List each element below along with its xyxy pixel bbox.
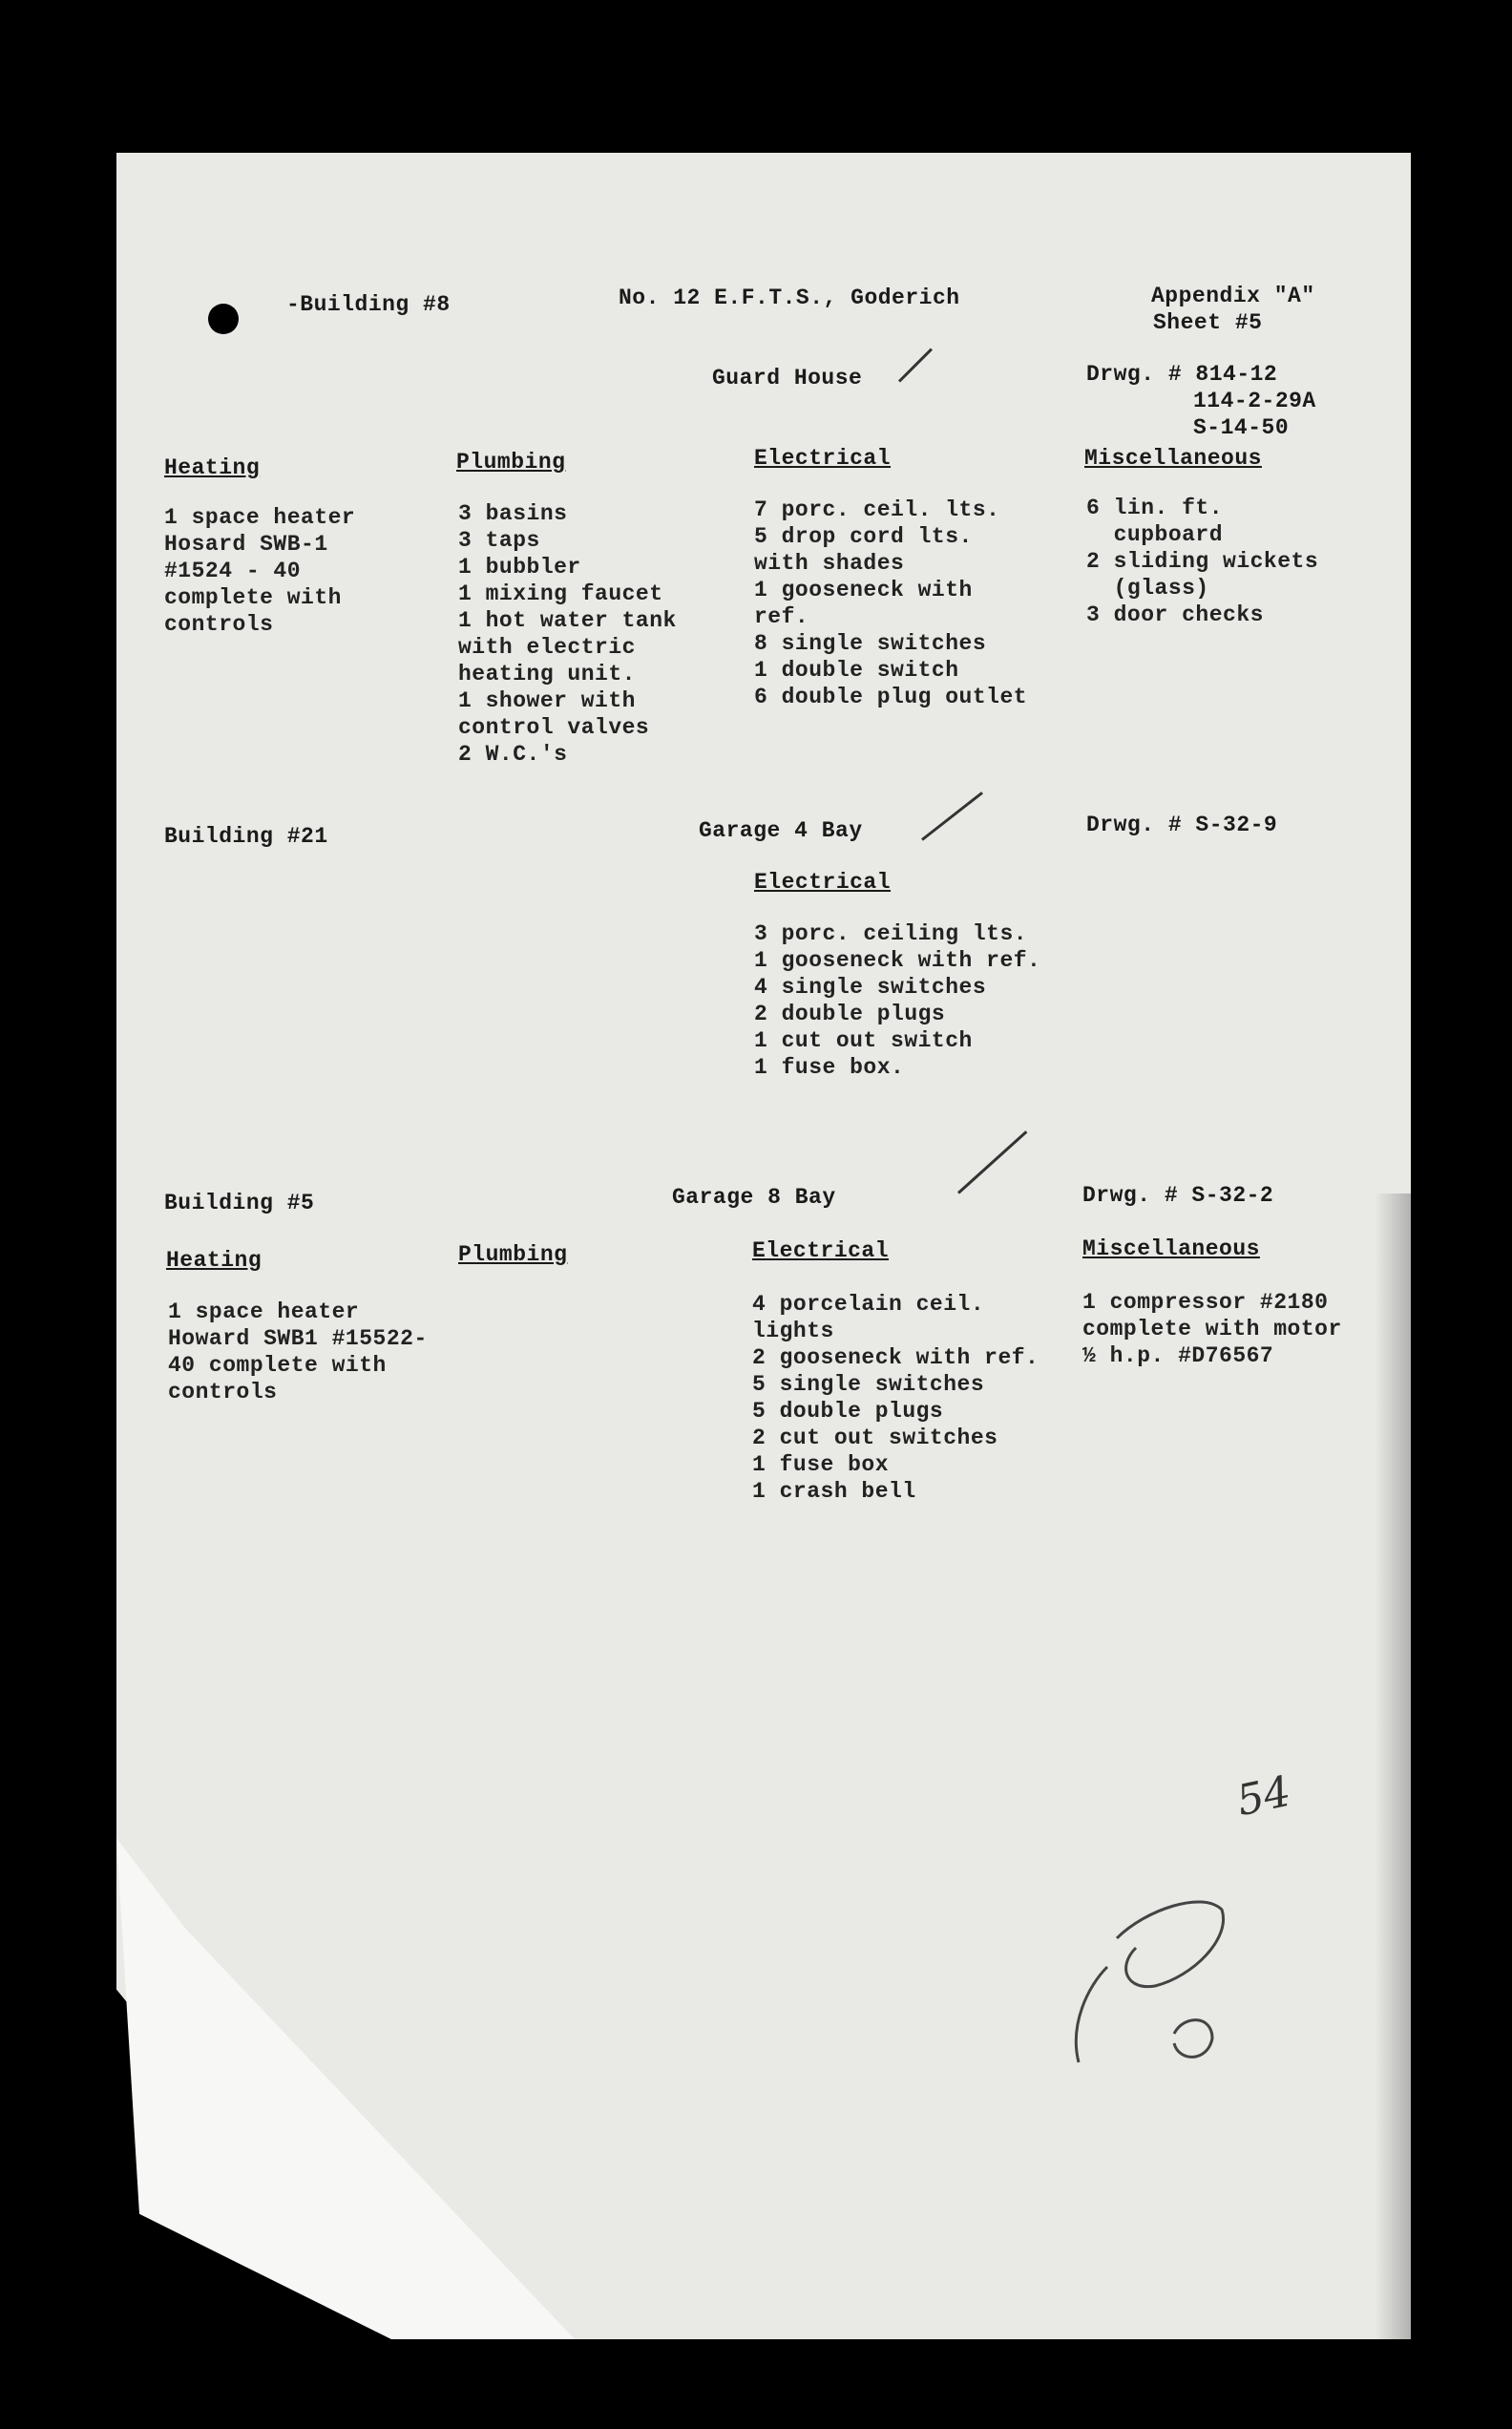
section1-misc-heading: Miscellaneous bbox=[1084, 446, 1262, 471]
list-item: 1 cut out switch bbox=[754, 1028, 973, 1053]
section3-drawing: Drwg. # S-32-2 bbox=[1082, 1183, 1274, 1208]
section1-plumbing-list bbox=[458, 500, 677, 768]
section3-electrical-heading: Electrical bbox=[752, 1238, 890, 1263]
section2-drawing: Drwg. # S-32-9 bbox=[1086, 813, 1278, 837]
list-item: 7 porc. ceil. lts. bbox=[754, 497, 1000, 522]
list-item: 4 single switches bbox=[754, 975, 987, 1000]
section1-heating-heading: Heating bbox=[164, 455, 261, 480]
list-item: complete with motor bbox=[1082, 1317, 1342, 1341]
list-item: 1 fuse box. bbox=[754, 1055, 905, 1080]
list-item: heating unit. bbox=[458, 662, 636, 686]
list-item: 5 double plugs bbox=[752, 1399, 944, 1424]
list-item: with shades bbox=[754, 551, 905, 576]
section1-electrical-heading: Electrical bbox=[754, 446, 892, 471]
list-item: 6 lin. ft. bbox=[1086, 496, 1224, 520]
list-item: 1 gooseneck with bbox=[754, 578, 973, 602]
list-item: #1524 - 40 bbox=[164, 559, 302, 583]
list-item: 2 gooseneck with ref. bbox=[752, 1345, 1040, 1370]
list-item: 1 double switch bbox=[754, 658, 959, 683]
handwritten-scribble bbox=[1050, 1871, 1260, 2101]
section1-drawing-3: S-14-50 bbox=[1193, 415, 1290, 440]
list-item: 1 mixing faucet bbox=[458, 581, 663, 606]
header-sheet: Sheet #5 bbox=[1153, 310, 1263, 335]
list-item: controls bbox=[168, 1380, 278, 1405]
list-item: 1 fuse box bbox=[752, 1452, 890, 1477]
section2-electrical-heading: Electrical bbox=[754, 870, 892, 895]
list-item: 3 door checks bbox=[1086, 602, 1264, 627]
list-item: controls bbox=[164, 612, 274, 637]
section1-plumbing-heading: Plumbing bbox=[456, 450, 566, 475]
list-item: ref. bbox=[754, 604, 809, 629]
section1-drawing-2: 114-2-29A bbox=[1193, 389, 1316, 413]
list-item: 3 basins bbox=[458, 501, 568, 526]
list-item: 6 double plug outlet bbox=[754, 685, 1028, 709]
list-item: (glass) bbox=[1086, 576, 1209, 601]
section1-electrical-list bbox=[754, 496, 1027, 710]
section1-drawing-1: Drwg. # 814-12 bbox=[1086, 362, 1278, 387]
list-item: 1 crash bell bbox=[752, 1479, 916, 1504]
section3-title: Garage 8 Bay bbox=[672, 1185, 836, 1210]
list-item: 3 taps bbox=[458, 528, 540, 553]
header-building: -Building #8 bbox=[286, 292, 451, 317]
list-item: 2 cut out switches bbox=[752, 1426, 998, 1450]
sheet-shadow bbox=[1375, 1193, 1413, 2339]
list-item: 1 gooseneck with ref. bbox=[754, 948, 1041, 973]
list-item: 2 double plugs bbox=[754, 1002, 946, 1026]
section2-title: Garage 4 Bay bbox=[699, 818, 863, 843]
list-item: cupboard bbox=[1086, 522, 1224, 547]
punch-hole bbox=[208, 304, 239, 334]
list-item: 1 hot water tank bbox=[458, 608, 677, 633]
handwritten-page-number: 54 bbox=[1232, 1766, 1295, 1827]
list-item: 2 sliding wickets bbox=[1086, 549, 1319, 574]
list-item: Howard SWB1 #15522- bbox=[168, 1326, 428, 1351]
list-item: with electric bbox=[458, 635, 636, 660]
list-item: 40 complete with bbox=[168, 1353, 387, 1378]
section3-plumbing-heading: Plumbing bbox=[458, 1242, 568, 1267]
header-appendix: Appendix "A" bbox=[1151, 284, 1315, 308]
section3-heating-heading: Heating bbox=[166, 1248, 262, 1273]
section1-title: Guard House bbox=[712, 366, 863, 391]
section2-electrical-list bbox=[754, 920, 1040, 1081]
section3-misc-list bbox=[1082, 1289, 1342, 1369]
list-item: control valves bbox=[458, 715, 650, 740]
list-item: 8 single switches bbox=[754, 631, 987, 656]
list-item: 5 drop cord lts. bbox=[754, 524, 973, 549]
list-item: 1 bubbler bbox=[458, 555, 581, 580]
list-item: 4 porcelain ceil. bbox=[752, 1292, 985, 1317]
header-school: No. 12 E.F.T.S., Goderich bbox=[619, 285, 960, 310]
list-item: 1 space heater bbox=[168, 1299, 360, 1324]
section1-misc-list bbox=[1086, 495, 1318, 628]
section2-building: Building #21 bbox=[164, 824, 328, 849]
list-item: 1 space heater bbox=[164, 505, 356, 530]
list-item: complete with bbox=[164, 585, 342, 610]
list-item: ½ h.p. #D76567 bbox=[1082, 1343, 1274, 1368]
list-item: 1 shower with bbox=[458, 688, 636, 713]
list-item: 2 W.C.'s bbox=[458, 742, 568, 767]
section3-building: Building #5 bbox=[164, 1191, 315, 1215]
list-item: 3 porc. ceiling lts. bbox=[754, 921, 1028, 946]
section3-electrical-list bbox=[752, 1291, 1039, 1505]
list-item: lights bbox=[752, 1319, 834, 1343]
section3-heating-list bbox=[168, 1299, 428, 1405]
list-item: 5 single switches bbox=[752, 1372, 985, 1397]
section1-heating-list bbox=[164, 504, 355, 638]
section3-misc-heading: Miscellaneous bbox=[1082, 1236, 1260, 1261]
list-item: 1 compressor #2180 bbox=[1082, 1290, 1329, 1315]
list-item: Hosard SWB-1 bbox=[164, 532, 328, 557]
